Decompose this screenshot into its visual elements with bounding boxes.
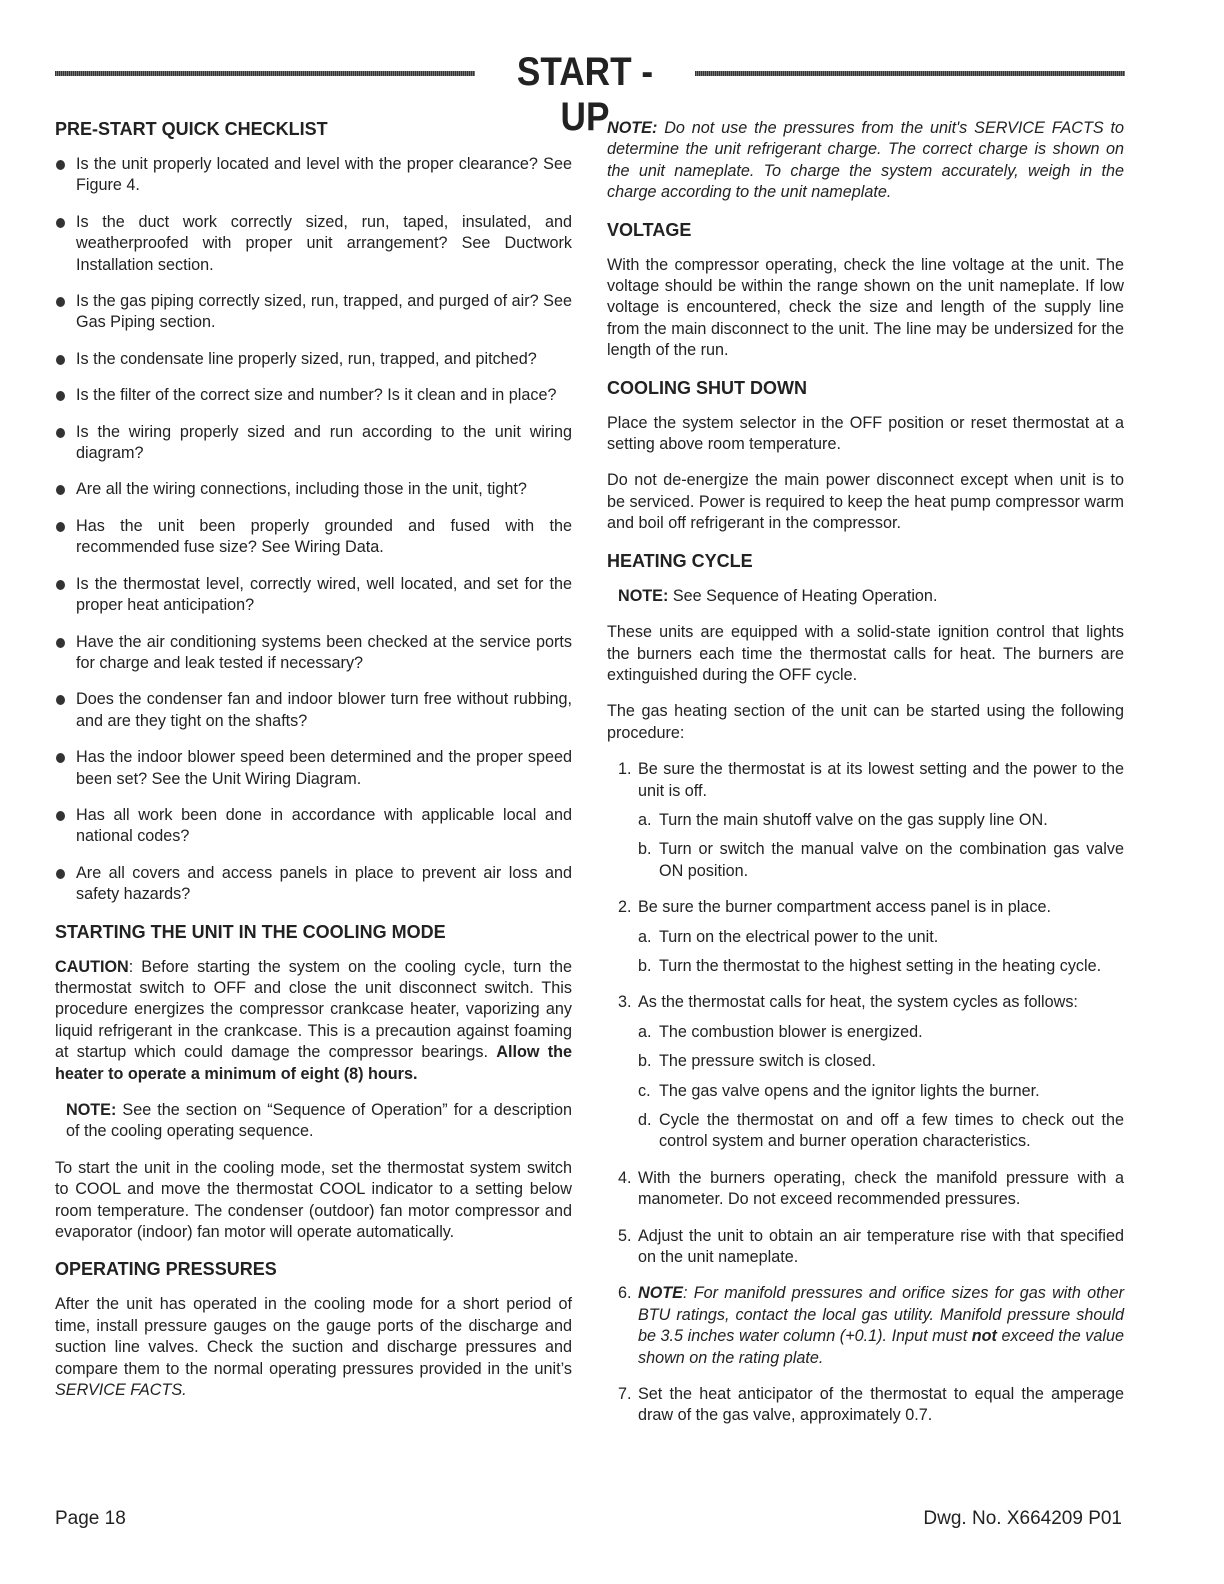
sub-step-letter: a. bbox=[638, 1022, 652, 1041]
section-heading: COOLING SHUT DOWN bbox=[607, 377, 807, 398]
note bbox=[607, 586, 1124, 607]
text: Be sure the thermostat is at its lowest setting and the power to the unit is off. bbox=[638, 760, 1124, 800]
step-number: 7. bbox=[618, 1385, 632, 1404]
text: Is the condensate line properly sized, run, trapped, and pitched? bbox=[76, 349, 537, 368]
checklist-item bbox=[55, 291, 572, 334]
bold-text: NOTE: bbox=[607, 119, 658, 137]
checklist-item bbox=[55, 863, 572, 906]
numbered-step bbox=[607, 759, 1124, 802]
sub-step-letter: d. bbox=[638, 1111, 652, 1129]
header-rule-right bbox=[695, 71, 1125, 76]
checklist-item bbox=[55, 516, 572, 559]
text: See Sequence of Heating Operation. bbox=[668, 586, 938, 605]
numbered-step bbox=[607, 1384, 1124, 1427]
paragraph bbox=[607, 622, 1124, 686]
bullet-icon bbox=[56, 391, 65, 401]
bullet-icon bbox=[56, 428, 65, 438]
paragraph bbox=[607, 470, 1124, 534]
bold-text: not bbox=[971, 1327, 997, 1346]
section-heading: STARTING THE UNIT IN THE COOLING MODE bbox=[55, 921, 446, 942]
text: Has the unit been properly grounded and fused with the recommended fuse size? See Wiring Data. bbox=[76, 516, 572, 557]
sub-step bbox=[607, 810, 1124, 831]
drawing-number: Dwg. No. X664209 P01 bbox=[923, 1508, 1122, 1529]
text: : Before starting the system on the cooling cycle, turn the thermostat switch to OFF and close the unit disconnect switch. This procedure energizes the compressor crankcase heater, vaporizing any liquid refrigerant in the crankcase. This is a precaution against foaming at startup which could damage the compressor bearings. bbox=[55, 957, 572, 1062]
text: To start the unit in the cooling mode, set the thermostat system switch to COOL and move the thermostat COOL indicator to a setting below room temperature. The condenser (outdoor) fan motor compressor and evaporator (indoor) fan motor will operate automatically. bbox=[55, 1158, 572, 1242]
bullet-icon bbox=[56, 580, 65, 590]
section-heading: VOLTAGE bbox=[607, 219, 692, 240]
text: The combustion blower is energized. bbox=[659, 1022, 923, 1041]
paragraph bbox=[607, 701, 1124, 744]
bullet-icon bbox=[56, 218, 65, 228]
step-number: 3. bbox=[618, 993, 632, 1012]
checklist-item bbox=[55, 747, 572, 790]
text: Turn the main shutoff valve on the gas supply line ON. bbox=[659, 810, 1048, 829]
text: Be sure the burner compartment access panel is in place. bbox=[638, 898, 1051, 917]
numbered-step bbox=[607, 1283, 1124, 1369]
text: Do not de-energize the main power disconnect except when unit is to be serviced. Power is required to keep the heat pump compressor warm and boil off refrigerant in the compressor. bbox=[607, 471, 1124, 533]
checklist-item bbox=[55, 689, 572, 732]
bold-text: NOTE: bbox=[66, 1101, 117, 1119]
step-number: 1. bbox=[618, 760, 632, 779]
bullet-icon bbox=[56, 638, 65, 648]
bullet-icon bbox=[56, 522, 65, 532]
text: These units are equipped with a solid-state ignition control that lights the burners each time the thermostat calls for heat. The burners are extinguished during the OFF cycle. bbox=[607, 623, 1124, 684]
bullet-icon bbox=[56, 869, 65, 879]
bullet-icon bbox=[56, 811, 65, 821]
checklist-item bbox=[55, 479, 572, 500]
step-number: 5. bbox=[618, 1226, 632, 1245]
step-number: 2. bbox=[618, 898, 632, 917]
left-column bbox=[55, 118, 572, 1416]
bold-text: Allow the heater to operate a minimum of eight (8) hours. bbox=[55, 1043, 573, 1083]
section-heading: PRE-START QUICK CHECKLIST bbox=[55, 119, 328, 139]
paragraph bbox=[607, 255, 1124, 362]
checklist-item bbox=[55, 422, 572, 465]
paragraph bbox=[55, 1158, 572, 1244]
sub-step bbox=[607, 956, 1124, 977]
bullet-icon bbox=[56, 160, 65, 170]
text: Does the condenser fan and indoor blower turn free without rubbing, and are they tight on the shafts? bbox=[76, 690, 572, 730]
note bbox=[55, 1100, 572, 1143]
checklist-item bbox=[55, 349, 572, 370]
checklist-item bbox=[55, 574, 572, 617]
sub-step-letter: c. bbox=[638, 1081, 651, 1100]
text: Turn the thermostat to the highest setting in the heating cycle. bbox=[659, 956, 1102, 975]
italic-text: Do not use the pressures from the unit's SERVICE FACTS to determine the unit refrigerant charge. The correct charge is shown on the unit nameplate. To charge the system accurately, weigh in the charge according to the unit nameplate. bbox=[607, 119, 1124, 202]
section-heading: HEATING CYCLE bbox=[607, 550, 753, 571]
bold-text: NOTE: bbox=[618, 586, 669, 605]
text: With the compressor operating, check the line voltage at the unit. The voltage should be within the range shown on the unit nameplate. If low voltage is encountered, check the size and length of the supply line from the main disconnect to the unit. The line may be undersized for the length of the run. bbox=[607, 255, 1124, 360]
sub-step-letter: b. bbox=[638, 1052, 652, 1071]
sub-step bbox=[607, 1110, 1124, 1153]
text: Has the indoor blower speed been determined and the proper speed been set? See the Unit Wiring Diagram. bbox=[76, 748, 572, 788]
bold-text: CAUTION bbox=[55, 957, 129, 976]
text: After the unit has operated in the cooling mode for a short period of time, install pressure gauges on the gauge ports of the discharge and suction line valves. Check the suction and discharge pressures and compare them to the normal operating pressures provided in the unit’s bbox=[55, 1295, 572, 1378]
text: Adjust the unit to obtain an air temperature rise with that specified on the unit nameplate. bbox=[638, 1226, 1124, 1267]
bullet-icon bbox=[56, 297, 65, 307]
italic-text: exceed the value shown on the rating plate. bbox=[638, 1327, 1124, 1367]
checklist-item bbox=[55, 154, 572, 197]
section-heading: OPERATING PRESSURES bbox=[55, 1259, 277, 1280]
sub-step-letter: a. bbox=[638, 927, 652, 946]
sub-step bbox=[607, 1051, 1124, 1072]
sub-step-letter: b. bbox=[638, 840, 652, 859]
bullet-icon bbox=[56, 753, 65, 763]
numbered-step bbox=[607, 1226, 1124, 1269]
text: Are all the wiring connections, including those in the unit, tight? bbox=[76, 480, 527, 499]
checklist-item bbox=[55, 805, 572, 848]
page-number: Page 18 bbox=[55, 1508, 126, 1529]
numbered-step bbox=[607, 992, 1124, 1013]
text: With the burners operating, check the manifold pressure with a manometer. Do not exceed recommended pressures. bbox=[638, 1168, 1124, 1209]
bullet-icon bbox=[56, 355, 65, 365]
sub-step bbox=[607, 1022, 1124, 1043]
sub-step-letter: a. bbox=[638, 810, 652, 829]
text: Are all covers and access panels in place to prevent air loss and safety hazards? bbox=[76, 863, 572, 904]
sub-step bbox=[607, 839, 1124, 882]
text: Turn or switch the manual valve on the combination gas valve ON position. bbox=[659, 840, 1124, 880]
paragraph bbox=[55, 957, 572, 1085]
bold-text: NOTE bbox=[638, 1284, 683, 1303]
italic-text: SERVICE FACTS. bbox=[55, 1381, 187, 1400]
text: See the section on “Sequence of Operation” for a description of the cooling operating sequence. bbox=[66, 1101, 572, 1141]
text: The gas valve opens and the ignitor lights the burner. bbox=[659, 1081, 1040, 1100]
text: Is the thermostat level, correctly wired, well located, and set for the proper heat anticipation? bbox=[76, 574, 572, 615]
numbered-step bbox=[607, 897, 1124, 918]
text: Is the unit properly located and level with the proper clearance? See Figure 4. bbox=[76, 155, 572, 195]
paragraph bbox=[55, 1294, 572, 1401]
text: The pressure switch is closed. bbox=[659, 1052, 876, 1071]
text: Is the duct work correctly sized, run, taped, insulated, and weatherproofed with proper unit arrangement? See Ductwork Installation section. bbox=[76, 212, 572, 274]
text: As the thermostat calls for heat, the system cycles as follows: bbox=[638, 993, 1078, 1012]
paragraph bbox=[607, 118, 1124, 204]
text: Is the filter of the correct size and number? Is it clean and in place? bbox=[76, 386, 557, 405]
text: Have the air conditioning systems been checked at the service ports for charge and leak tested if necessary? bbox=[76, 632, 572, 672]
sub-step bbox=[607, 927, 1124, 948]
italic-text: : For manifold pressures and orifice sizes for gas with other BTU ratings, contact the local gas utility. Manifold pressure should be 3.5 inches water column (+0.1). Input must bbox=[638, 1284, 1124, 1346]
right-column bbox=[607, 118, 1124, 1442]
numbered-step bbox=[607, 1168, 1124, 1211]
text: Cycle the thermostat on and off a few times to check out the control system and burner operation characteristics. bbox=[659, 1111, 1124, 1151]
step-number: 4. bbox=[618, 1168, 632, 1187]
sub-step bbox=[607, 1081, 1124, 1102]
header-rule-left bbox=[55, 71, 475, 76]
checklist-item bbox=[55, 212, 572, 276]
step-number: 6. bbox=[618, 1284, 632, 1303]
page-title: START - UP bbox=[516, 50, 654, 139]
text: Set the heat anticipator of the thermostat to equal the amperage draw of the gas valve, approximately 0.7. bbox=[638, 1385, 1124, 1425]
text: The gas heating section of the unit can be started using the following procedure: bbox=[607, 702, 1124, 742]
bullet-icon bbox=[56, 485, 65, 495]
paragraph bbox=[607, 413, 1124, 456]
text: Is the gas piping correctly sized, run, trapped, and purged of air? See Gas Piping section. bbox=[76, 292, 572, 332]
checklist-item bbox=[55, 632, 572, 675]
text: Place the system selector in the OFF position or reset thermostat at a setting above room temperature. bbox=[607, 413, 1124, 454]
text: Has all work been done in accordance with applicable local and national codes? bbox=[76, 805, 572, 846]
text: Turn on the electrical power to the unit. bbox=[659, 927, 939, 946]
text: Is the wiring properly sized and run according to the unit wiring diagram? bbox=[76, 422, 572, 463]
bullet-icon bbox=[56, 695, 65, 705]
checklist-item bbox=[55, 385, 572, 406]
sub-step-letter: b. bbox=[638, 956, 652, 975]
